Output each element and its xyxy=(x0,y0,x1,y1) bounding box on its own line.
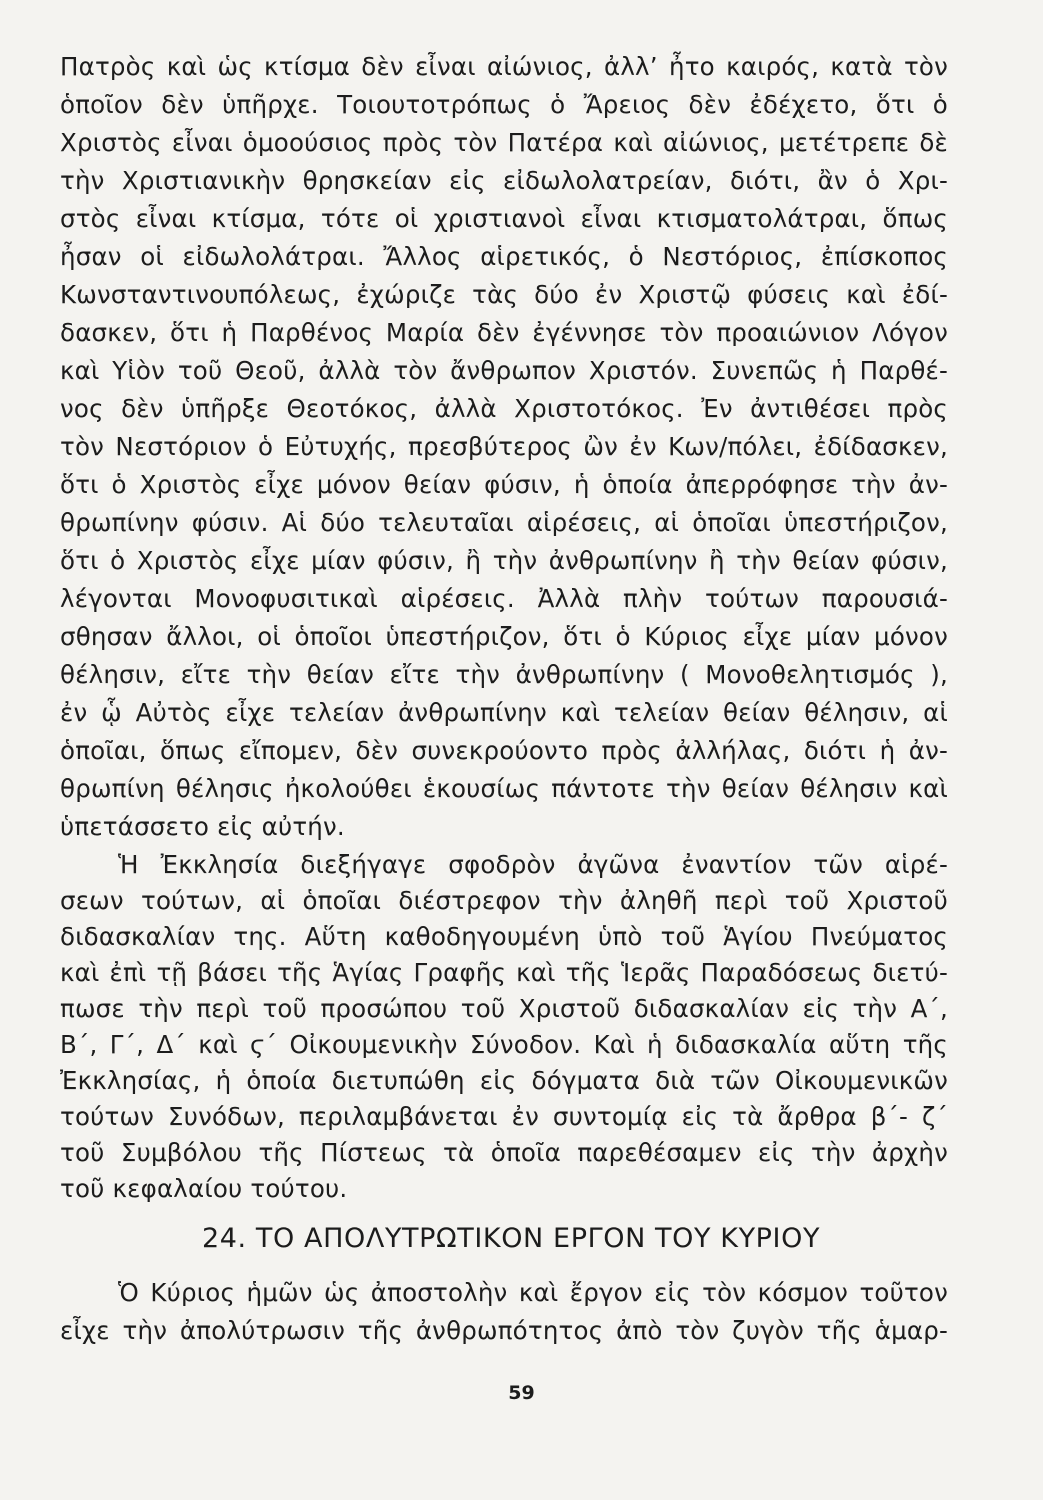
paragraph-1-line-17: θέλησιν, εἴτε τὴν θείαν εἴτε τὴν ἀνθρωπίνην ( Μονοθελητισμός ), xyxy=(60,660,948,689)
paragraph-1-line-12: ὅτι ὁ Χριστὸς εἶχε μόνον θείαν φύσιν, ἡ ὁποία ἀπερρόφησε τὴν ἀν- xyxy=(60,470,948,499)
section-heading: 24. ΤΟ ΑΠΟΛΥΤΡΩΤΙΚΟΝ ΕΡΓΟΝ ΤΟΥ ΚΥΡΙΟΥ xyxy=(202,1223,821,1254)
paragraph-1-line-10: νος δὲν ὑπῆρξε Θεοτόκος, ἀλλὰ Χριστοτόκος. Ἐν ἀντιθέσει πρὸς xyxy=(60,394,948,423)
paragraph-1-line-3: Χριστὸς εἶναι ὁμοούσιος πρὸς τὸν Πατέρα καὶ αἰώνιος, μετέτρεπε δὲ xyxy=(60,128,948,157)
paragraph-2-line-10: τοῦ κεφαλαίου τούτου. xyxy=(60,1174,348,1203)
section-line-1: Ὁ Κύριος ἡμῶν ὡς ἀποστολὴν καὶ ἔργον εἰς τὸν κόσμον τοῦτον xyxy=(118,1278,948,1307)
section-line-2: εἶχε τὴν ἀπολύτρωσιν τῆς ἀνθρωπότητος ἀπὸ τὸν ζυγὸν τῆς ἁμαρ- xyxy=(60,1316,948,1345)
paragraph-2-line-3: διδασκαλίαν της. Αὕτη καθοδηγουμένη ὑπὸ τοῦ Ἁγίου Πνεύματος xyxy=(60,922,948,951)
paragraph-1-line-14: ὅτι ὁ Χριστὸς εἶχε μίαν φύσιν, ἢ τὴν ἀνθρωπίνην ἢ τὴν θείαν φύσιν, xyxy=(60,546,948,575)
paragraph-2-line-5: πωσε τὴν περὶ τοῦ προσώπου τοῦ Χριστοῦ διδασκαλίαν εἰς τὴν Α΄, xyxy=(60,994,948,1023)
paragraph-1-line-8: δασκεν, ὅτι ἡ Παρθένος Μαρία δὲν ἐγέννησε τὸν προαιώνιον Λόγον xyxy=(60,318,948,347)
paragraph-2-line-9: τοῦ Συμβόλου τῆς Πίστεως τὰ ὁποῖα παρεθέσαμεν εἰς τὴν ἀρχὴν xyxy=(60,1138,948,1167)
paragraph-2-line-8: τούτων Συνόδων, περιλαμβάνεται ἐν συντομίᾳ εἰς τὰ ἄρθρα β΄- ζ΄ xyxy=(60,1102,948,1131)
paragraph-2-line-6: Β΄, Γ΄, Δ΄ καὶ ϛ΄ Οἰκουμενικὴν Σύνοδον. Καὶ ἡ διδασκαλία αὕτη τῆς xyxy=(60,1030,948,1059)
paragraph-1-line-9: καὶ Υἱὸν τοῦ Θεοῦ, ἀλλὰ τὸν ἄνθρωπον Χριστόν. Συνεπῶς ἡ Παρθέ- xyxy=(60,356,948,385)
paragraph-1-line-11: τὸν Νεστόριον ὁ Εὐτυχής, πρεσβύτερος ὢν ἐν Κων/πόλει, ἐδίδασκεν, xyxy=(60,432,948,461)
paragraph-1-line-21: ὑπετάσσετο εἰς αὐτήν. xyxy=(60,812,345,841)
paragraph-1-line-6: ἦσαν οἱ εἰδωλολάτραι. Ἄλλος αἱρετικός, ὁ Νεστόριος, ἐπίσκοπος xyxy=(60,242,948,271)
paragraph-1-line-16: σθησαν ἄλλοι, οἱ ὁποῖοι ὑπεστήριζον, ὅτι ὁ Κύριος εἶχε μίαν μόνον xyxy=(60,622,948,651)
paragraph-1-line-18: ἐν ᾧ Αὐτὸς εἶχε τελείαν ἀνθρωπίνην καὶ τελείαν θείαν θέλησιν, αἱ xyxy=(60,698,948,727)
paragraph-1-line-19: ὁποῖαι, ὅπως εἴπομεν, δὲν συνεκρούοντο πρὸς ἀλλήλας, διότι ἡ ἀν- xyxy=(60,736,948,765)
paragraph-2-line-7: Ἐκκλησίας, ἡ ὁποία διετυπώθη εἰς δόγματα διὰ τῶν Οἰκουμενικῶν xyxy=(60,1066,948,1095)
paragraph-1-line-13: θρωπίνην φύσιν. Αἱ δύο τελευταῖαι αἱρέσεις, αἱ ὁποῖαι ὑπεστήριζον, xyxy=(60,508,948,537)
paragraph-1-line-4: τὴν Χριστιανικὴν θρησκείαν εἰς εἰδωλολατρείαν, διότι, ἂν ὁ Χρι- xyxy=(60,166,948,195)
page-number: 59 xyxy=(508,1382,535,1404)
paragraph-2-line-4: καὶ ἐπὶ τῇ βάσει τῆς Ἁγίας Γραφῆς καὶ τῆς Ἱερᾶς Παραδόσεως διετύ- xyxy=(60,958,948,987)
paragraph-1-line-15: λέγονται Μονοφυσιτικαὶ αἱρέσεις. Ἀλλὰ πλὴν τούτων παρουσιά- xyxy=(60,584,948,613)
paragraph-2-line-2: σεων τούτων, αἱ ὁποῖαι διέστρεφον τὴν ἀληθῆ περὶ τοῦ Χριστοῦ xyxy=(60,886,948,915)
paragraph-1-line-20: θρωπίνη θέλησις ἠκολούθει ἑκουσίως πάντοτε τὴν θείαν θέλησιν καὶ xyxy=(60,774,948,803)
paragraph-1-line-1: Πατρὸς καὶ ὡς κτίσμα δὲν εἶναι αἰώνιος, ἀλλ’ ἦτο καιρός, κατὰ τὸν xyxy=(60,52,948,81)
paragraph-1-line-7: Κωνσταντινουπόλεως, ἐχώριζε τὰς δύο ἐν Χριστῷ φύσεις καὶ ἐδί- xyxy=(60,280,948,309)
paragraph-1-line-5: στὸς εἶναι κτίσμα, τότε οἱ χριστιανοὶ εἶναι κτισματολάτραι, ὅπως xyxy=(60,204,948,233)
paragraph-2-line-1: Ἡ Ἐκκλησία διεξήγαγε σφοδρὸν ἀγῶνα ἐναντίον τῶν αἱρέ- xyxy=(118,850,948,879)
paragraph-1-line-2: ὁποῖον δὲν ὑπῆρχε. Τοιουτοτρόπως ὁ Ἄρειος δὲν ἐδέχετο, ὅτι ὁ xyxy=(60,90,948,119)
